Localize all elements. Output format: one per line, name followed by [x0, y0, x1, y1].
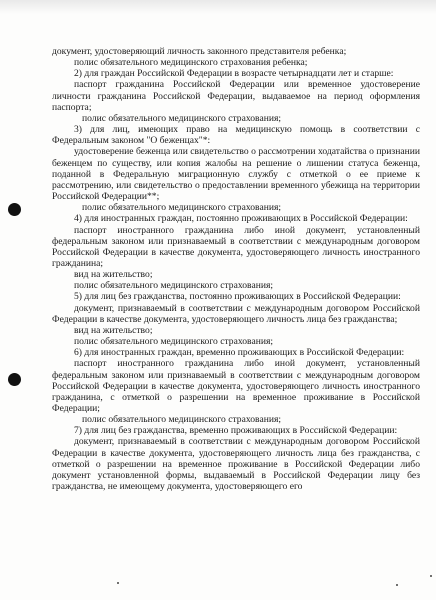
paragraph: полис обязательного медицинского страхования;: [74, 336, 274, 348]
document-body: [52, 46, 420, 492]
paragraph: документ, удостоверяющий личность законного представителя ребенка;: [52, 46, 347, 57]
scan-speck: [396, 584, 398, 586]
paragraph: полис обязательного медицинского страхования;: [82, 112, 282, 124]
paragraph: 5) для лиц без гражданства, постоянно проживающих в Российской Федерации:: [74, 291, 401, 303]
paragraph: документ, признаваемый в соответствии с международным договором Российской Федерации в качестве документа, удостоверяющего личность лица без гражданства, с отметкой о разрешении на временное проживание в Российской Федерации либо документ установленной формы, выдаваемый в Российской Федерации лицу без гражданства, не имеющему документа, удостоверяющего его: [52, 436, 420, 493]
paragraph: полис обязательного медицинского страхования ребенка;: [74, 57, 308, 69]
paragraph: паспорт иностранного гражданина либо иной документ, установленный федеральным законом или признаваемый в соответствии с международным договором Российской Федерации в качестве документа, удостоверяющего личность иностранного гражданина;: [52, 224, 420, 269]
paragraph: паспорт иностранного гражданина либо иной документ, установленный федеральным законом или признаваемый в соответствии с международным договором Российской Федерации в качестве документа, удостоверяющего личность иностранного гражданина, с отметкой о разрешении на временное проживание в Российской Федерации;: [52, 358, 420, 414]
paragraph: 3) для лиц, имеющих право на медицинскую помощь в соответствии с Федеральным законом "О беженцах"*:: [52, 124, 420, 147]
scan-speck: [117, 582, 119, 584]
paragraph: 7) для лиц без гражданства, временно проживающих в Российской Федерации:: [74, 425, 398, 437]
paragraph: документ, признаваемый в соответствии с международным договором Российской Федерации в качестве документа, удостоверяющего личность лица без гражданства;: [52, 302, 420, 325]
punch-hole: [8, 373, 21, 386]
scan-shadow: [0, 0, 436, 14]
punch-hole: [8, 203, 21, 216]
paragraph: паспорт гражданина Российской Федерации или временное удостоверение личности гражданина Российской Федерации, выдаваемое на период оформления паспорта;: [52, 79, 420, 113]
paragraph: вид на жительство;: [74, 269, 153, 281]
paragraph: 4) для иностранных граждан, постоянно проживающих в Российской Федерации:: [74, 213, 408, 225]
paragraph: вид на жительство;: [74, 324, 153, 336]
paragraph: 6) для иностранных граждан, временно проживающих в Российской Федерации:: [74, 347, 405, 359]
paragraph: полис обязательного медицинского страхования;: [82, 202, 282, 214]
paragraph: полис обязательного медицинского страхования;: [74, 280, 274, 292]
scan-speck: [430, 575, 432, 577]
paragraph: полис обязательного медицинского страхования;: [82, 414, 282, 426]
paragraph: 2) для граждан Российской Федерации в возрасте четырнадцати лет и старше:: [74, 68, 394, 80]
paragraph: удостоверение беженца или свидетельство о рассмотрении ходатайства о признании беженцем по существу, или копия жалобы на решение о лишении статуса беженца, поданной в Федеральную миграционную службу с отметкой о ее приеме к рассмотрению, или свидетельство о предоставлении временного убежища на территории Российской Федерации**;: [52, 146, 420, 203]
